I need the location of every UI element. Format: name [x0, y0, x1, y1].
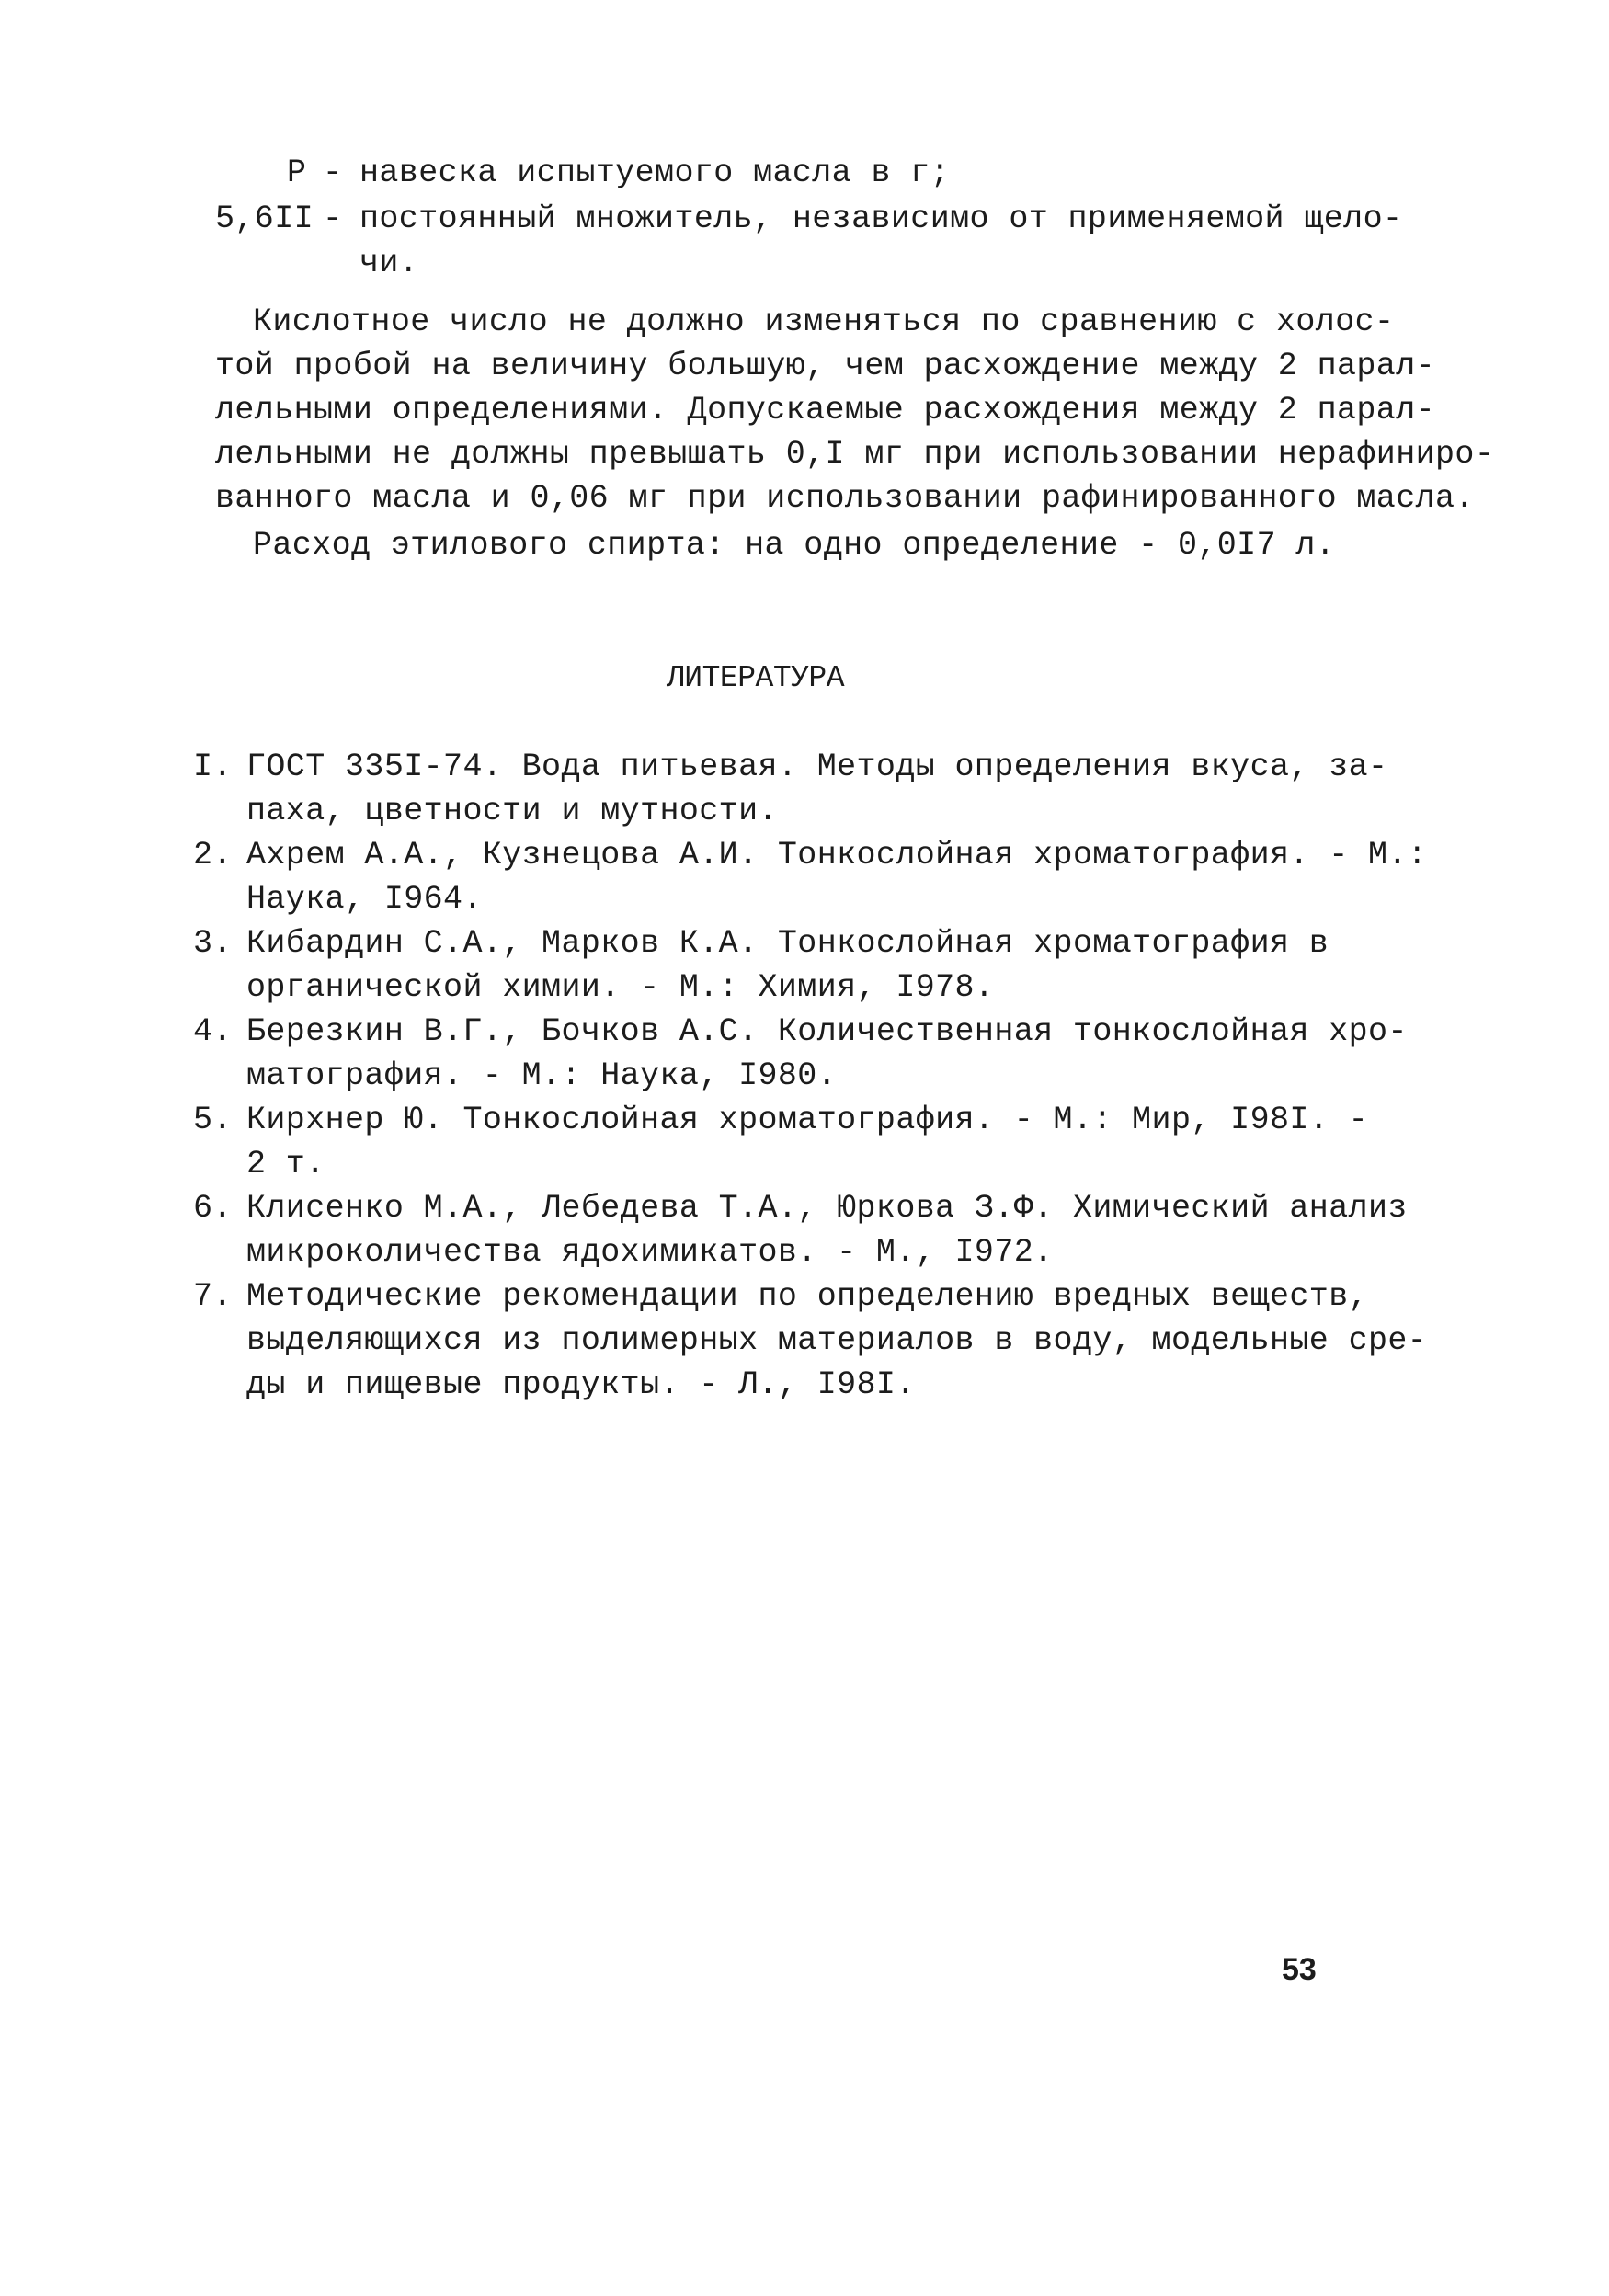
reference-line: Березкин В.Г., Бочков А.С. Количественная тонкослойная хро-	[246, 1013, 1408, 1050]
paragraph-line: лельными не должны превышать 0,I мг при использовании нерафиниро-	[215, 436, 1495, 473]
legend-text-p: навеска испытуемого масла в г;	[359, 154, 951, 191]
page-number: 53	[1282, 1952, 1317, 1987]
legend-text-constant: постоянный множитель, независимо от применяемой щело-	[359, 200, 1403, 237]
reference-line: выделяющихся из полимерных материалов в воду, модельные сре-	[246, 1322, 1428, 1359]
reference-line: Ахрем А.А., Кузнецова А.И. Тонкослойная хроматография. - М.:	[246, 837, 1428, 874]
reference-line: Методические рекомендации по определению вредных веществ,	[246, 1278, 1368, 1315]
reference-line: Кирхнер Ю. Тонкослойная хроматография. - М.: Мир, I98I. -	[246, 1102, 1368, 1138]
legend-dash: -	[323, 200, 343, 237]
reference-line: Кибардин С.А., Марков К.А. Тонкослойная хроматография в	[246, 925, 1329, 962]
paragraph-line: ванного масла и 0,06 мг при использовании рафинированного масла.	[215, 480, 1475, 517]
paragraph-line: лельными определениями. Допускаемые расхождения между 2 парал-	[215, 392, 1436, 428]
consumption-line: Расход этилового спирта: на одно определение - 0,0I7 л.	[253, 527, 1336, 564]
reference-number: 2.	[193, 837, 233, 874]
reference-line: микроколичества ядохимикатов. - М., I972.	[246, 1234, 1054, 1271]
reference-number: 7.	[193, 1278, 233, 1315]
reference-number: 3.	[193, 925, 233, 962]
legend-symbol-p: P	[287, 154, 307, 191]
reference-line: ГОСТ 335I-74. Вода питьевая. Методы определения вкуса, за-	[246, 748, 1388, 785]
references-heading: ЛИТЕРАТУРА	[667, 661, 845, 695]
reference-line: Клисенко М.А., Лебедева Т.А., Юркова З.Ф. Химический анализ	[246, 1190, 1408, 1227]
reference-line: 2 т.	[246, 1146, 325, 1182]
paragraph-line: той пробой на величину большую, чем расхождение между 2 парал-	[215, 348, 1436, 384]
reference-number: I.	[193, 748, 233, 785]
reference-line: ды и пищевые продукты. - Л., I98I.	[246, 1366, 916, 1403]
reference-line: паха, цветности и мутности.	[246, 793, 778, 829]
reference-line: органической химии. - М.: Химия, I978.	[246, 969, 995, 1006]
reference-line: Наука, I964.	[246, 881, 483, 918]
reference-number: 6.	[193, 1190, 233, 1227]
reference-number: 4.	[193, 1013, 233, 1050]
legend-symbol-constant: 5,6II	[215, 200, 314, 237]
reference-number: 5.	[193, 1102, 233, 1138]
reference-line: матография. - М.: Наука, I980.	[246, 1057, 838, 1094]
legend-dash: -	[323, 154, 343, 191]
legend-text-constant-cont: чи.	[359, 245, 419, 281]
paragraph-line: Кислотное число не должно изменяться по сравнению с холос-	[253, 303, 1395, 340]
